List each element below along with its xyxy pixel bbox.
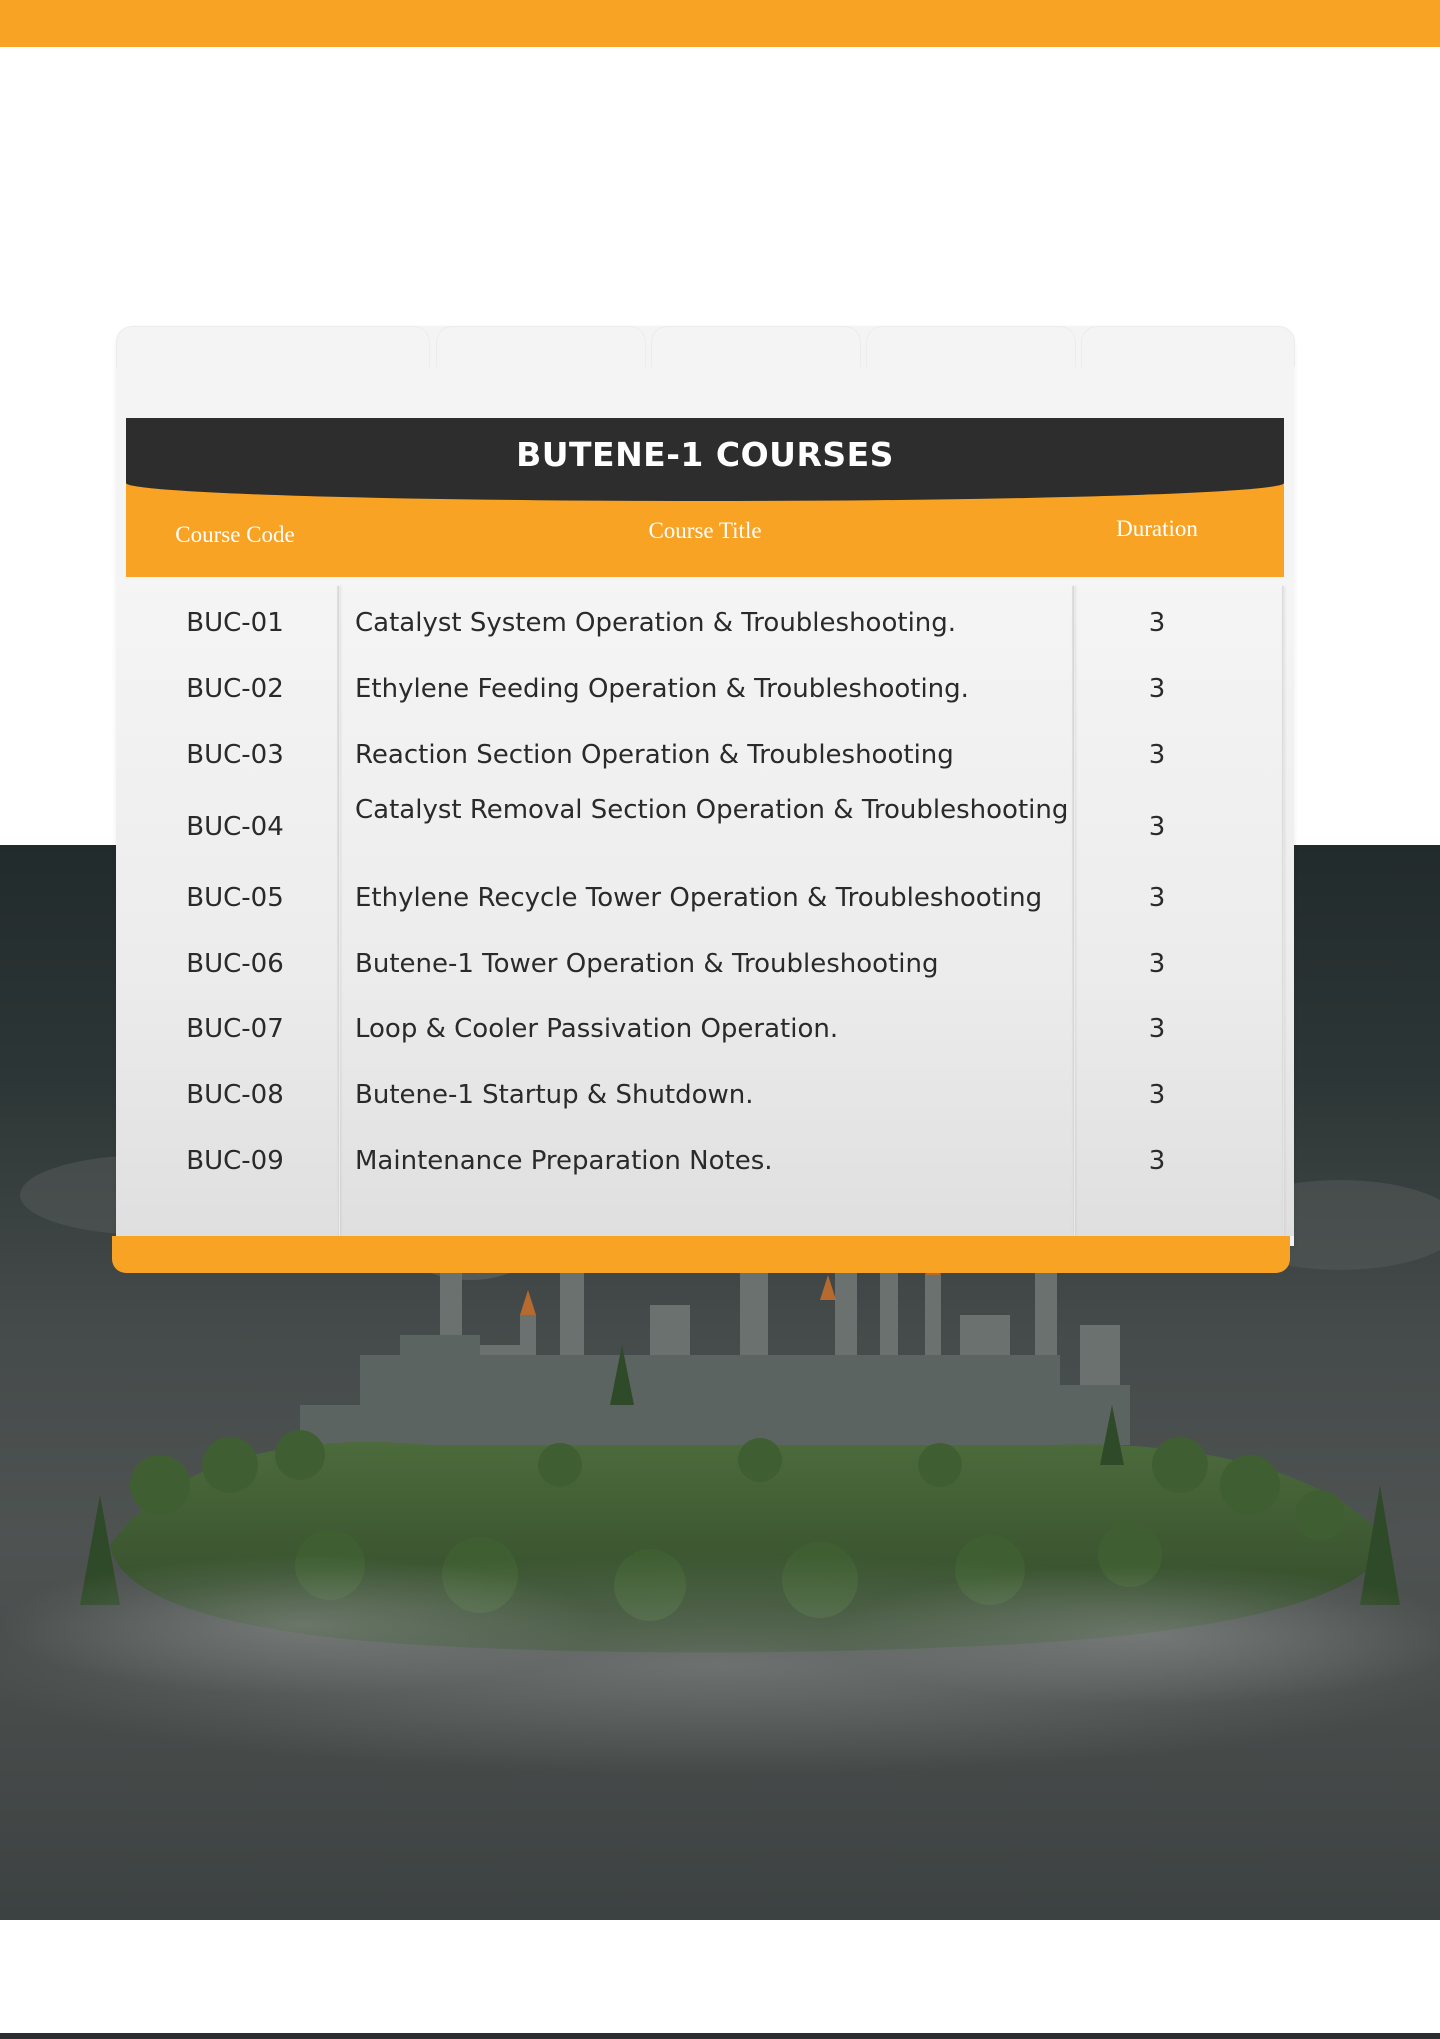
card-tab [866, 326, 1076, 367]
column-divider [337, 586, 340, 1236]
course-duration: 3 [1148, 740, 1166, 770]
course-title: Butene-1 Startup & Shutdown. [355, 1080, 754, 1110]
column-header-duration: Duration [1116, 516, 1198, 541]
column-divider [1282, 586, 1284, 1236]
course-title: Ethylene Recycle Tower Operation & Troubleshooting [355, 883, 1043, 913]
course-duration: 3 [1148, 812, 1166, 842]
bottom-rule [0, 2033, 1440, 2039]
course-title: Maintenance Preparation Notes. [355, 1146, 773, 1176]
table-title-bar [126, 418, 1284, 501]
course-title: Loop & Cooler Passivation Operation. [355, 1014, 839, 1044]
course-duration: 3 [1148, 1146, 1166, 1176]
course-duration: 3 [1148, 949, 1166, 979]
course-code: BUC-05 [186, 883, 284, 913]
column-header-title: Course Title [648, 518, 762, 543]
course-code: BUC-04 [186, 812, 284, 842]
card-tab [651, 326, 861, 367]
course-duration: 3 [1148, 1080, 1166, 1110]
card-tab [436, 326, 646, 367]
course-title: Ethylene Feeding Operation & Troubleshooting. [355, 674, 969, 704]
page-title: BUTENE-1 COURSES [516, 435, 894, 474]
course-duration: 3 [1148, 608, 1166, 638]
column-header-code: Course Code [175, 522, 295, 547]
course-duration: 3 [1148, 674, 1166, 704]
card-tab [1081, 326, 1295, 367]
course-code: BUC-01 [186, 608, 284, 638]
course-title: Catalyst Removal Section Operation & Troubleshooting [355, 795, 1069, 825]
column-divider [1072, 586, 1075, 1236]
course-title: Reaction Section Operation & Troubleshooting [355, 740, 954, 770]
course-duration: 3 [1148, 1014, 1166, 1044]
course-code: BUC-02 [186, 674, 284, 704]
course-code: BUC-08 [186, 1080, 284, 1110]
course-code: BUC-03 [186, 740, 284, 770]
course-code: BUC-07 [186, 1014, 284, 1044]
course-code: BUC-06 [186, 949, 284, 979]
course-title: Catalyst System Operation & Troubleshooting. [355, 608, 957, 638]
card-tab [116, 326, 430, 367]
course-duration: 3 [1148, 883, 1166, 913]
table-footer-band [112, 1236, 1290, 1273]
course-code: BUC-09 [186, 1146, 284, 1176]
top-accent-bar [0, 0, 1440, 47]
course-title: Butene-1 Tower Operation & Troubleshooting [355, 949, 939, 979]
